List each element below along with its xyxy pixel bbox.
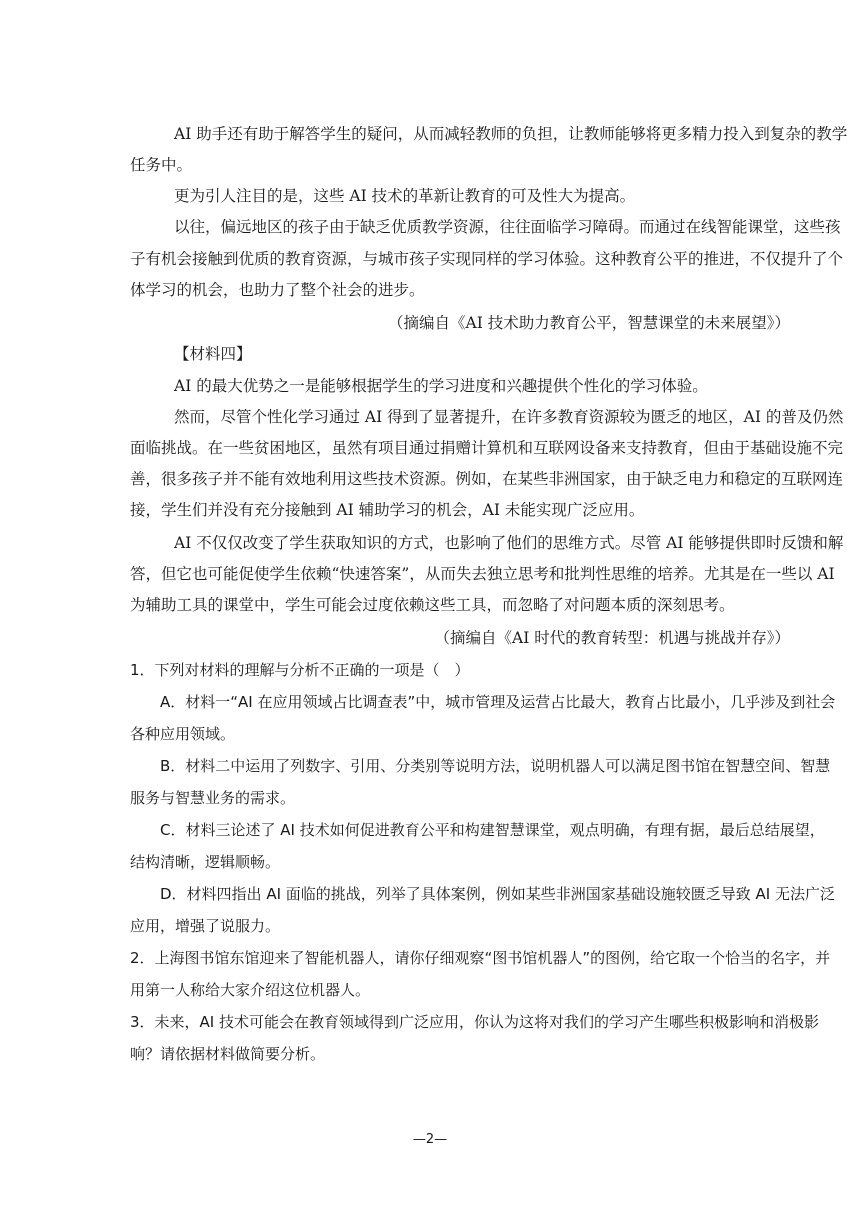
material3-p3-line3: 体学习的机会，也助力了整个社会的进步。 (130, 281, 425, 299)
material4-p3-line2: 答，但它也可能促使学生依赖“快速答案”，从而失去独立思考和批判性思维的培养。尤其是在一些以 AI (130, 565, 835, 583)
option-b-line1: B．材料二中运用了列数字、引用、分类别等说明方法，说明机器人可以满足图书馆在智慧空间、智慧 (160, 757, 831, 775)
material3-p3-line2: 子有机会接触到优质的教育资源，与城市孩子实现同样的学习体验。这种教育公平的推进，不仅提升了个 (130, 250, 844, 268)
material4-p1: AI 的最大优势之一是能够根据学生的学习进度和兴趣提供个性化的学习体验。 (174, 377, 708, 395)
material4-p2-line1: 然而，尽管个性化学习通过 AI 得到了显著提升，在许多教育资源较为匮乏的地区，AI 的普及仍然 (174, 408, 844, 426)
option-c-line2: 结构清晰，逻辑顺畅。 (130, 853, 281, 871)
material3-p1-line1: AI 助手还有助于解答学生的疑问，从而减轻教师的负担，让教师能够将更多精力投入到复杂的教学 (174, 125, 848, 143)
material3-p2: 更为引人注目的是，这些 AI 技术的革新让教育的可及性大为提高。 (174, 187, 636, 205)
option-b-line2: 服务与智慧业务的需求。 (130, 789, 296, 807)
question-3-line1: 3．未来，AI 技术可能会在教育领域得到广泛应用，你认为这将对我们的学习产生哪些积极影响和消极影 (130, 1013, 820, 1031)
option-c-line1: C．材料三论述了 AI 技术如何促进教育公平和构建智慧课堂，观点明确，有理有据，最后总结展望， (160, 821, 825, 839)
question-3-line2: 响？请依据材料做简要分析。 (130, 1045, 326, 1063)
material4-p2-line4: 接，学生们并没有充分接触到 AI 辅助学习的机会，AI 未能实现广泛应用。 (130, 501, 645, 519)
option-d-line1: D．材料四指出 AI 面临的挑战，列举了具体案例，例如某些非洲国家基础设施较匮乏导致 AI 无法广泛 (160, 885, 835, 903)
question-2-line1: 2．上海图书馆东馆迎来了智能机器人，请你仔细观察“图书馆机器人”的图例，给它取一个恰当的名字，并 (130, 949, 831, 967)
option-a-line1: A．材料一“AI 在应用领域占比调查表”中，城市管理及运营占比最大，教育占比最小，几乎涉及到社会 (160, 693, 836, 711)
material4-p3-line3: 为辅助工具的课堂中，学生可能会过度依赖这些工具，而忽略了对问题本质的深刻思考。 (130, 596, 735, 614)
material3-source: （摘编自《AI 技术助力教育公平，智慧课堂的未来展望》） (388, 314, 790, 332)
material3-p3-line1: 以往，偏远地区的孩子由于缺乏优质教学资源，往往面临学习障碍。而通过在线智能课堂，这些孩 (174, 218, 841, 236)
option-a-line2: 各种应用领域。 (130, 725, 236, 743)
material4-source: （摘编自《AI 时代的教育转型：机遇与挑战并存》） (434, 629, 790, 647)
material4-p2-line3: 善，很多孩子并不能有效地利用这些技术资源。例如，在某些非洲国家，由于缺乏电力和稳定的互联网连 (130, 470, 844, 488)
material4-heading: 【材料四】 (174, 345, 252, 363)
material3-p1-line2: 任务中。 (130, 156, 193, 174)
page-number: —2— (412, 1132, 448, 1147)
material4-p3-line1: AI 不仅仅改变了学生获取知识的方式，也影响了他们的思维方式。尽管 AI 能够提供即时反馈和解 (174, 534, 844, 552)
question-2-line2: 用第一人称给大家介绍这位机器人。 (130, 981, 371, 999)
option-d-line2: 应用，增强了说服力。 (130, 917, 281, 935)
question-1: 1．下列对材料的理解与分析不正确的一项是（ ） (130, 661, 470, 679)
material4-p2-line2: 面临挑战。在一些贫困地区，虽然有项目通过捐赠计算机和互联网设备来支持教育，但由于基础设施不完 (130, 439, 844, 457)
